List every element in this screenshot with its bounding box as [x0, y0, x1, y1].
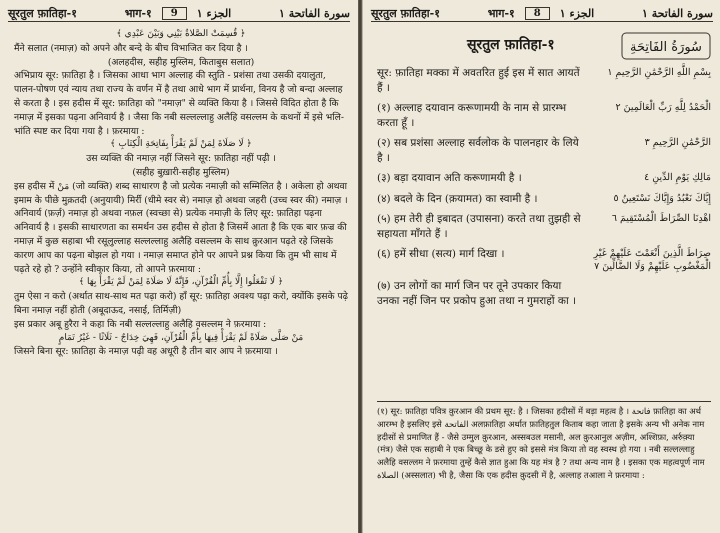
paragraph: इस प्रकार अबू हुरैरा ने कहा कि नबी सल्लल्लाहु अलैहि वसल्लम ने फ़रमाया : [14, 318, 267, 330]
header-juz: الجزء ١ [196, 6, 232, 20]
verse-arabic: الْحَمْدُ لِلَّهِ رَبِّ الْعَالَمِينَ ٢ [615, 102, 711, 113]
header-title: सूरतुल फ़ातिहा-१ [371, 6, 440, 20]
page-left [0, 0, 359, 533]
page-header [8, 5, 350, 22]
citation: (अलहदीस, सहीह मुस्लिम, किताबुस सलात) [107, 56, 255, 68]
page-text [377, 28, 711, 314]
arabic-hadith: مَنْ صَلَّى صَلَاةً لَمْ يَقْرَأْ فِيهَا بِأُمِّ الْقُرْآنِ، فَهِيَ خِدَاجٌ - ثَلَاثًا - غَيْرُ تَمَامٍ [58, 332, 304, 343]
header-part: भाग-१ [487, 6, 515, 20]
verse-translation: (६) हमें सीधा (सत्य) मार्ग दिखा । [377, 248, 505, 260]
header-meta [488, 6, 595, 21]
header-part: भाग-१ [124, 6, 152, 20]
verse-arabic: اهْدِنَا الصِّرَاطَ الْمُسْتَقِيمَ ٦ [611, 213, 711, 224]
page-right [362, 0, 720, 533]
verse-translation: (५) हम तेरी ही इबादत (उपासना) करते तथा तुझही से सहायता माँगते हैं । [377, 213, 581, 240]
header-surah: سورة الفاتحة ١ [642, 6, 713, 20]
verse-translation: (७) उन लोगों का मार्ग जिन पर तूने उपकार किया उनका नहीं जिन पर प्रकोप हुआ तथा न गुमराहों का । [377, 280, 576, 307]
intro-text: सूर: फ़ातिहा मक्का में अवतरित हुई इस में सात आयतें हैं । [377, 67, 580, 94]
arabic-hadith: ﴿ قُسِمَتْ الصَّلاةُ بَيْنِي وَبَيْنَ عَبْدِي ﴾ [116, 29, 246, 39]
verse-row [377, 247, 711, 273]
paragraph: तुम ऐसा न करो (अर्थात साथ-साथ मत पढ़ा करो) हाँ सूर: फ़ातिहा अवश्य पढ़ा करो, क्योंकि इसके पढ़े बिना नमाज़ नहीं होती (अबूदाऊद, नसाई, तिर्मिज़ी) [14, 291, 348, 316]
verse-arabic: بِسْمِ اللَّهِ الرَّحْمَٰنِ الرَّحِيمِ ١ [607, 67, 711, 78]
arabic-hadith: ﴿ لَا تَفْعَلُوا إِلَّا بِأُمِّ الْقُرْآنِ، فَإِنَّهُ لَا صَلَاةَ لِمَنْ لَمْ يَقْرَأْ بِهَا ﴾ [78, 277, 284, 288]
text-line: मैंने सलात (नमाज़) को अपने और बन्दे के बीच विभाजित कर दिया है । [14, 42, 248, 54]
verse-translation: (१) अल्लाह दयावान करूणामयी के नाम से प्रारम्भ करता हूँ । [377, 102, 567, 129]
citation: (सहीह बुख़ारी-सहीह मुस्लिम) [132, 166, 230, 178]
verse-arabic: مَالِكِ يَوْمِ الدِّينِ ٤ [644, 172, 711, 183]
arabic-hadith: ﴿ لَا صَلَاةَ لِمَنْ لَمْ يَقْرَأْ بِفَاتِحَةِ الْكِتَابِ ﴾ [110, 139, 252, 150]
surah-title-row [377, 32, 711, 60]
verse-row [377, 171, 711, 186]
verse-row [377, 212, 711, 241]
header-juz: الجزء ١ [559, 6, 595, 20]
verse-row [377, 192, 711, 207]
calligraphy-text: سُورَةُ الفَاتِحَةِ [630, 40, 702, 55]
paragraph: अभिप्राय सूर: फ़ातिहा है । जिसका आधा भाग अल्लाह की स्तुति - प्रशंसा तथा उसकी दयालुता, पालन-पोषण एवं न्याय तथा राज्य के वर्णन में है तथा आधे भाग में प्रार्थना, विनय है जो बन्दा अल्लाह से करता है । इस हदीस में सूर: फ़ातिहा को "नमाज़" से व्यक्ति किया है । जिससे विदित होता है कि नमाज़ में इसका पढ़ना अनिवार्य है । जैसा कि नबी सल्लल्लाहु अलैहि वसल्लम के कथनों में इसे भलि-भांति स्पष्ट कर दिया गया है । फ़रमाया : [14, 70, 344, 137]
verse-arabic: إِيَّاكَ نَعْبُدُ وَإِيَّاكَ نَسْتَعِينُ ٥ [613, 192, 711, 204]
intro-row [377, 66, 711, 95]
verse-row [377, 136, 711, 165]
calligraphy-title-icon [621, 32, 711, 60]
header-surah: سورة الفاتحة ١ [279, 6, 350, 20]
verse-translation: (२) सब प्रशंसा अल्लाह सर्वलोक के पालनहार के लिये है । [377, 137, 579, 164]
surah-title: सूरतुल फ़ातिहा-१ [467, 37, 555, 54]
footnote: (१) सूर: फ़ातिहा पवित्र क़ुरआन की प्रथम सूर: है । जिसका हदीसों में बड़ा महत्व है । فاتحة फ़ातिहा का अर्थ आरम्भ है इसलिए इसे الفاتحة अलफ़ातिहा अर्थात फ़ातिहतुल किताब कहा जाता है इसके अन्य भी अनेक नाम हदीसों से प्रमाणित हैं - जैसे उम्मुल क़ुरआन, अस्सबउल मसानी, अल क़ुरआनुल अज़ीम, अश्शिफ़ा, अर्रुक़्या (मंत्र) जैसे एक सहाबी ने एक बिच्छू के डसे हुए को इससे मंत्र किया तो वह स्वस्थ हो गया । नबी सल्लल्लाहु अलैहि वसल्लम ने फ़रमाया तुम्हें कैसे ज्ञात हुआ कि यह मंत्र है ? तथा अन्य नाम है । इसका एक महत्वपूर्ण नाम الصلاة (अस्सलात) भी है, जैसा कि एक हदीस क़ुदसी में है, अल्लाह तआला ने फ़रमाया : [377, 401, 711, 482]
page-header [371, 5, 713, 22]
page-number: 8 [525, 7, 550, 20]
header-meta [125, 6, 232, 21]
paragraph: इस हदीस में مَنْ (जो व्यक्ति) शब्द साधारण है जो प्रत्येक नमाज़ी को सम्मिलित है । अकेला हो अथवा इमाम के पीछे मुक़तदी (अनुयायी) मिर्री (धीमे स्वर से) नमाज़ हो अथवा जहरी (उच्च स्वर की) नमाज़ । अनिवार्य (फ़र्ज़) नमाज़ हो अथवा नफ़ल (स्वच्छा से) प्रत्येक नमाज़ी के लिए सूर: फ़ातिहा पढ़ना अनिवार्य है । इसकी साधारणता का समर्थन उस हदीस से होता है जिसमें आता है कि एक बार फ़ज्र की नमाज़ में कुछ सहाबा भी रसूलुल्लाह सल्लल्लाहु अलैहि वसल्लम के साथ क़ुरआन पढ़ते रहे जिसके कारण आप का पढ़ना बोझल हो गया । नमाज़ समाप्त होने पर आपने प्रश्न किया कि तुम भी साथ में पढ़ते रहे हो ? उन्होंने स्वीकार किया, तो आपने फ़रमाया : [14, 180, 348, 275]
text-line: उस व्यक्ति की नमाज़ नहीं जिसने सूर: फ़ातिहा नहीं पढ़ी । [86, 153, 276, 165]
page-number: 9 [162, 7, 187, 20]
header-title: सूरतुल फ़ातिहा-१ [8, 6, 77, 20]
verse-translation: (३) बड़ा दयावान अति करूणामयी है । [377, 172, 522, 184]
paragraph: जिसने बिना सूर: फ़ातिहा के नमाज़ पढ़ी वह अधूरी है तीन बार आप ने फ़रमाया । [14, 346, 278, 358]
verse-arabic: صِرَاطَ الَّذِينَ أَنْعَمْتَ عَلَيْهِمْ غَيْرِ الْمَغْضُوبِ عَلَيْهِمْ وَلَا الضَّالِّينَ ٧ [593, 248, 711, 272]
verse-row [377, 101, 711, 130]
verse-translation: (४) बदले के दिन (क़यामत) का स्वामी है । [377, 192, 538, 205]
page-text [14, 28, 348, 359]
verse-row [377, 279, 711, 308]
verse-arabic: الرَّحْمَٰنِ الرَّحِيمِ ٣ [644, 137, 711, 148]
